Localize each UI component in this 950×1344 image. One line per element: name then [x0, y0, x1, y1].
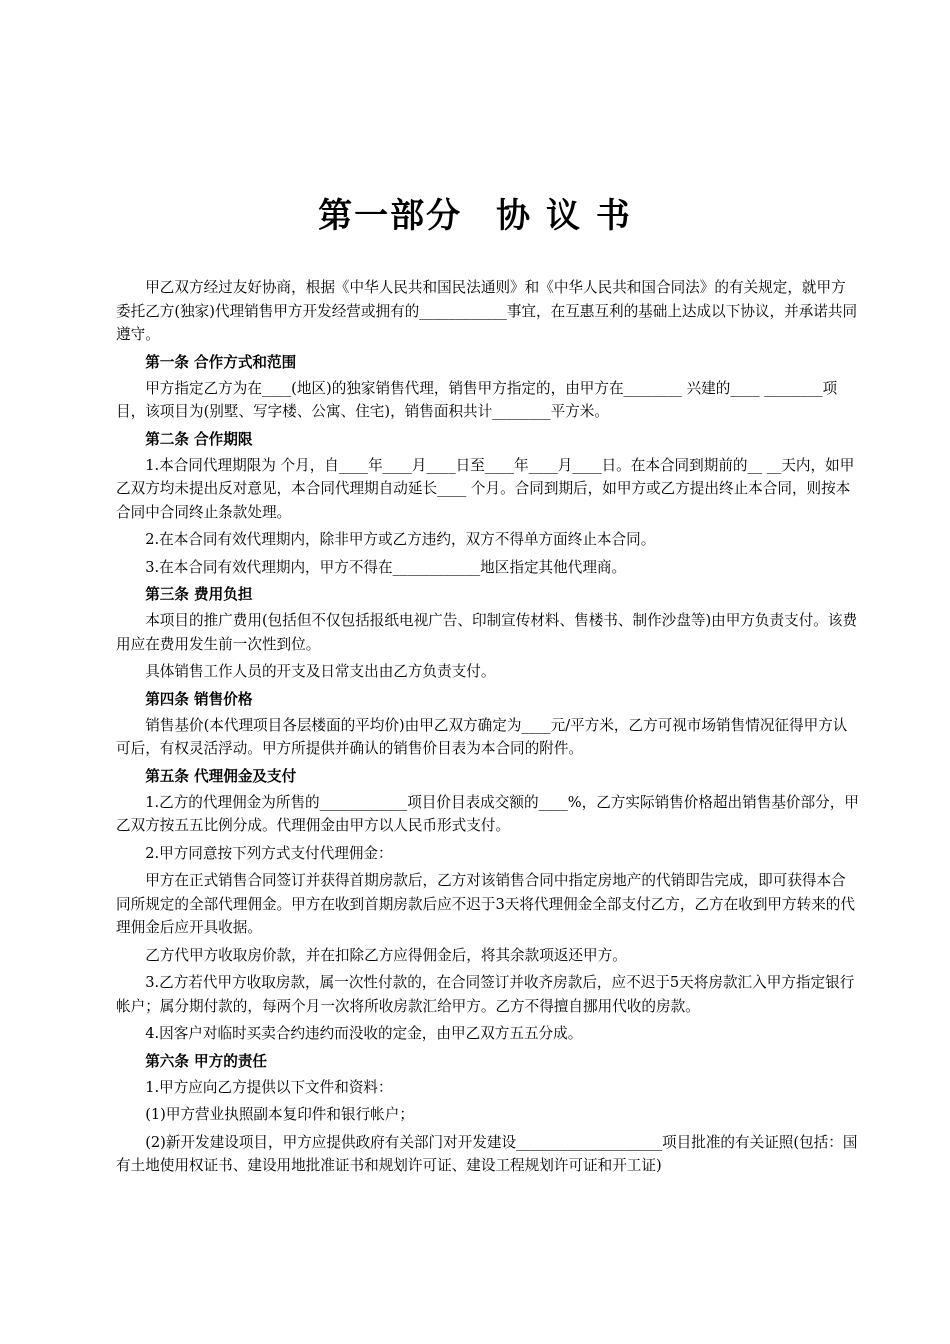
article-4-paragraph-1: 销售基价(本代理项目各层楼面的平均价)由甲乙双方确定为____元/平方米，乙方可视市场销售情况征得甲方认可后，有权灵活浮动。甲方所提供并确认的销售价目表为本合同的附件。	[116, 716, 848, 757]
article-6-heading: 第六条 甲方的责任	[145, 1052, 268, 1070]
article-5-paragraph-5: 3.乙方若代甲方收取房款，属一次性付款的，在合同签订并收齐房款后，应不迟于5天将房款汇入甲方指定银行帐户；属分期付款的，每两个月一次将所收房款汇给甲方。乙方不得擅自挪用代收的房款。	[116, 974, 855, 1015]
title-part: 第一部分	[318, 196, 463, 236]
article-3-heading: 第三条 费用负担	[145, 586, 253, 603]
article-3-paragraph-1: 本项目的推广费用(包括但不仅包括报纸电视广告、印制宣传材料、售楼书、制作沙盘等)由甲方负责支付。该费用应在费用发生前一次性到位。	[116, 612, 858, 653]
document-title	[0, 193, 950, 239]
article-1-paragraph-1: 甲方指定乙方为在____(地区)的独家销售代理，销售甲方指定的，由甲方在________ 兴建的____ ________项目，该项目为(别墅、写字楼、公寓、住宅)，销售面积共计________平方米。	[116, 379, 838, 420]
article-1-heading: 第一条 合作方式和范围	[145, 353, 297, 371]
article-3-paragraph-2: 具体销售工作人员的开支及日常支出由乙方负责支付。	[145, 663, 496, 680]
article-6-paragraph-3: (2)新开发建设项目，甲方应提供政府有关部门对开发建设____________________项目批准的有关证照(包括：国有土地使用权证书、建设用地批准证书和规划许可证、建设工程规划许可证和开工证)	[116, 1133, 858, 1174]
article-2-paragraph-1: 1.本合同代理期限为 个月，自____年____月____日至____年____月____日。在本合同到期前的__ __天内，如甲乙双方均未提出反对意见，本合同代理期自动延长____ 个月。合同到期后，如甲方或乙方提出终止本合同，则按本合同中合同终止条款处理。	[116, 456, 855, 521]
article-6-paragraph-1: 1.甲方应向乙方提供以下文件和资料：	[145, 1078, 393, 1096]
article-5-paragraph-4: 乙方代甲方收取房价款，并在扣除乙方应得佣金后，将其余款项返还甲方。	[145, 946, 627, 964]
article-2-paragraph-3: 3.在本合同有效代理期内，甲方不得在____________地区指定其他代理商。	[145, 558, 627, 576]
article-5-paragraph-3: 甲方在正式销售合同签订并获得首期房款后，乙方对该销售合同中指定房地产的代销即告完成，即可获得本合同所规定的全部代理佣金。甲方在收到首期房款后应不迟于3天将代理佣金全部支付乙方，乙方在收到甲方转来的代理佣金后应开具收据。	[116, 872, 855, 936]
article-2-heading: 第二条 合作期限	[145, 430, 253, 448]
article-5-paragraph-2: 2.甲方同意按下列方式支付代理佣金：	[145, 844, 393, 862]
document-body	[116, 276, 860, 1178]
article-6-paragraph-2: (1)甲方营业执照副本复印件和银行帐户；	[145, 1106, 414, 1123]
preamble-paragraph: 甲乙双方经过友好协商，根据《中华人民共和国民法通则》和《中华人民共和国合同法》的有关规定，就甲方委托乙方(独家)代理销售甲方开发经营或拥有的____________事宜，在互惠互利的基础上达成以下协议，并承诺共同遵守。	[116, 279, 858, 343]
article-4-heading: 第四条 销售价格	[145, 690, 253, 708]
title-name: 协 议 书	[496, 196, 632, 236]
article-5-paragraph-6: 4.因客户对临时买卖合约违约而没收的定金，由甲乙双方五五分成。	[145, 1025, 583, 1042]
article-5-paragraph-1: 1.乙方的代理佣金为所售的____________项目价目表成交额的____%，乙方实际销售价格超出销售基价部分，甲乙双方按五五比例分成。代理佣金由甲方以人民币形式支付。	[116, 793, 859, 834]
article-5-heading: 第五条 代理佣金及支付	[145, 767, 297, 785]
article-2-paragraph-2: 2.在本合同有效代理期内，除非甲方或乙方违约，双方不得单方面终止本合同。	[145, 531, 656, 548]
